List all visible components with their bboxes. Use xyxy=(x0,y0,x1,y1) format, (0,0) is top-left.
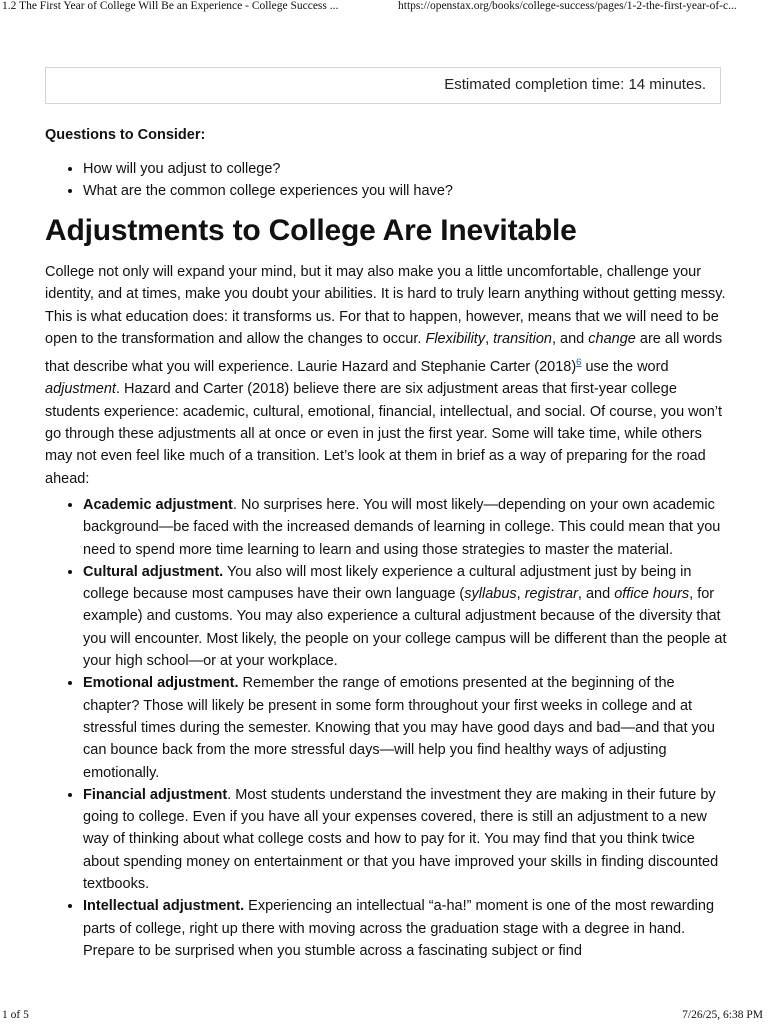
print-footer xyxy=(0,1009,768,1024)
adjustment-list xyxy=(45,494,729,962)
adjustment-item-financial xyxy=(83,784,729,895)
intro-emphasis: transition xyxy=(493,330,552,347)
adjustment-text: You also will most likely experience a cultural adjustment just by being in college because most campuses have their own language ( xyxy=(83,563,692,603)
adjustment-item-intellectual xyxy=(83,895,729,962)
completion-time-box xyxy=(45,67,721,104)
intro-emphasis: adjustment xyxy=(45,381,116,398)
adjustment-text: , and xyxy=(577,586,615,603)
adjustment-label: Intellectual adjustment. xyxy=(83,898,245,915)
question-item: • What are the common college experiences you will have? xyxy=(83,180,453,202)
adjustment-emphasis: registrar xyxy=(524,586,578,603)
print-header-title: 1.2 The First Year of College Will Be an Experience - College Success ... xyxy=(2,0,339,12)
adjustment-item-emotional xyxy=(83,672,729,783)
print-header xyxy=(0,0,768,16)
adjustment-text: Experiencing an intellectual “a-ha!” moment is one of the most rewarding parts of college, right up there with moving across the graduation stage with a degree in hand. Prepare to be surprised when you stumble across a fascinating subject or find xyxy=(83,898,715,959)
adjustment-label: Cultural adjustment. xyxy=(83,563,224,580)
intro-text: are all words that describe what you will experience. Laurie Hazard and Stephanie Carter (2018) xyxy=(45,330,723,376)
adjustment-text: . Most students understand the investment they are making in their future by going to college. Even if you have all your expenses covered, there is still an adjustment to a new way of thinking about what college costs and how to pay for it. You may find that you think twice about spending money on entertainment or that you have improved your skills in finding discounted textbooks. xyxy=(83,786,719,893)
intro-emphasis: Flexibility xyxy=(425,330,486,347)
page-content xyxy=(0,20,768,977)
intro-text: . Hazard and Carter (2018) believe there are six adjustment areas that first-year college students experience: academic, cultural, emotional, financial, intellectual, and social. Of course, you won’t go through these adjustments all at once or even in just the first year. Some will take time, while others may not even feel like much of a transition. Let’s look at them in brief as a way of preparing for the road ahead: xyxy=(45,381,723,487)
intro-paragraph xyxy=(45,261,729,490)
intro-emphasis: change xyxy=(588,330,636,347)
page-count: 1 of 5 xyxy=(2,1009,29,1021)
adjustment-item-cultural xyxy=(83,561,729,672)
adjustment-emphasis: office hours xyxy=(614,586,690,603)
completion-time-text: Estimated completion time: 14 minutes. xyxy=(444,76,706,93)
intro-text: , xyxy=(485,330,494,347)
adjustment-item-academic xyxy=(83,494,729,561)
adjustment-text: Remember the range of emotions presented at the beginning of the chapter? Those will likely be present in some form throughout your first weeks in college and at stressful times during the semester. Knowing that you may have good days and bad—and that you can bounce back from the more stressful days—will help you find healthy ways of adjusting emotionally. xyxy=(83,675,715,781)
adjustment-label: Emotional adjustment. xyxy=(83,675,239,692)
adjustment-text: . No surprises here. You will most likely—depending on your own academic background—be faced with the increased demands of learning in college. This could mean that you need to spend more time learning to learn and using those strategies to master the material. xyxy=(83,497,721,558)
questions-heading: Questions to Consider: xyxy=(45,127,206,143)
intro-text: College not only will expand your mind, but it may also make you a little uncomfortable, challenge your identity, and at times, make you doubt your abilities. It is hard to truly learn anything without getting messy. This is what education does: it transforms us. For that to happen, however, means that we will need to be open to the transformation and allow the changes to occur. xyxy=(45,264,726,347)
section-title: Adjustments to College Are Inevitable xyxy=(45,214,577,247)
print-header-url: https://openstax.org/books/college-success/pages/1-2-the-first-year-of-c... xyxy=(398,0,737,12)
adjustment-label: Academic adjustment xyxy=(83,497,233,513)
adjustment-text: , for example) and customs. You may also experience a cultural adjustment because of the diversity that you will encounter. Most likely, the people on your college campus will be different than the people at your high school—or at your workplace. xyxy=(83,586,727,670)
adjustment-emphasis: syllabus xyxy=(464,586,517,603)
adjustment-text: , xyxy=(516,586,525,603)
intro-text: , and xyxy=(552,330,589,347)
adjustment-label: Financial adjustment xyxy=(83,786,228,803)
questions-list xyxy=(45,158,453,202)
question-item: • How will you adjust to college? xyxy=(83,158,453,180)
footnote-link[interactable]: 6 xyxy=(576,357,582,369)
print-datetime: 7/26/25, 6:38 PM xyxy=(682,1009,763,1021)
intro-text: use the word xyxy=(581,359,669,376)
